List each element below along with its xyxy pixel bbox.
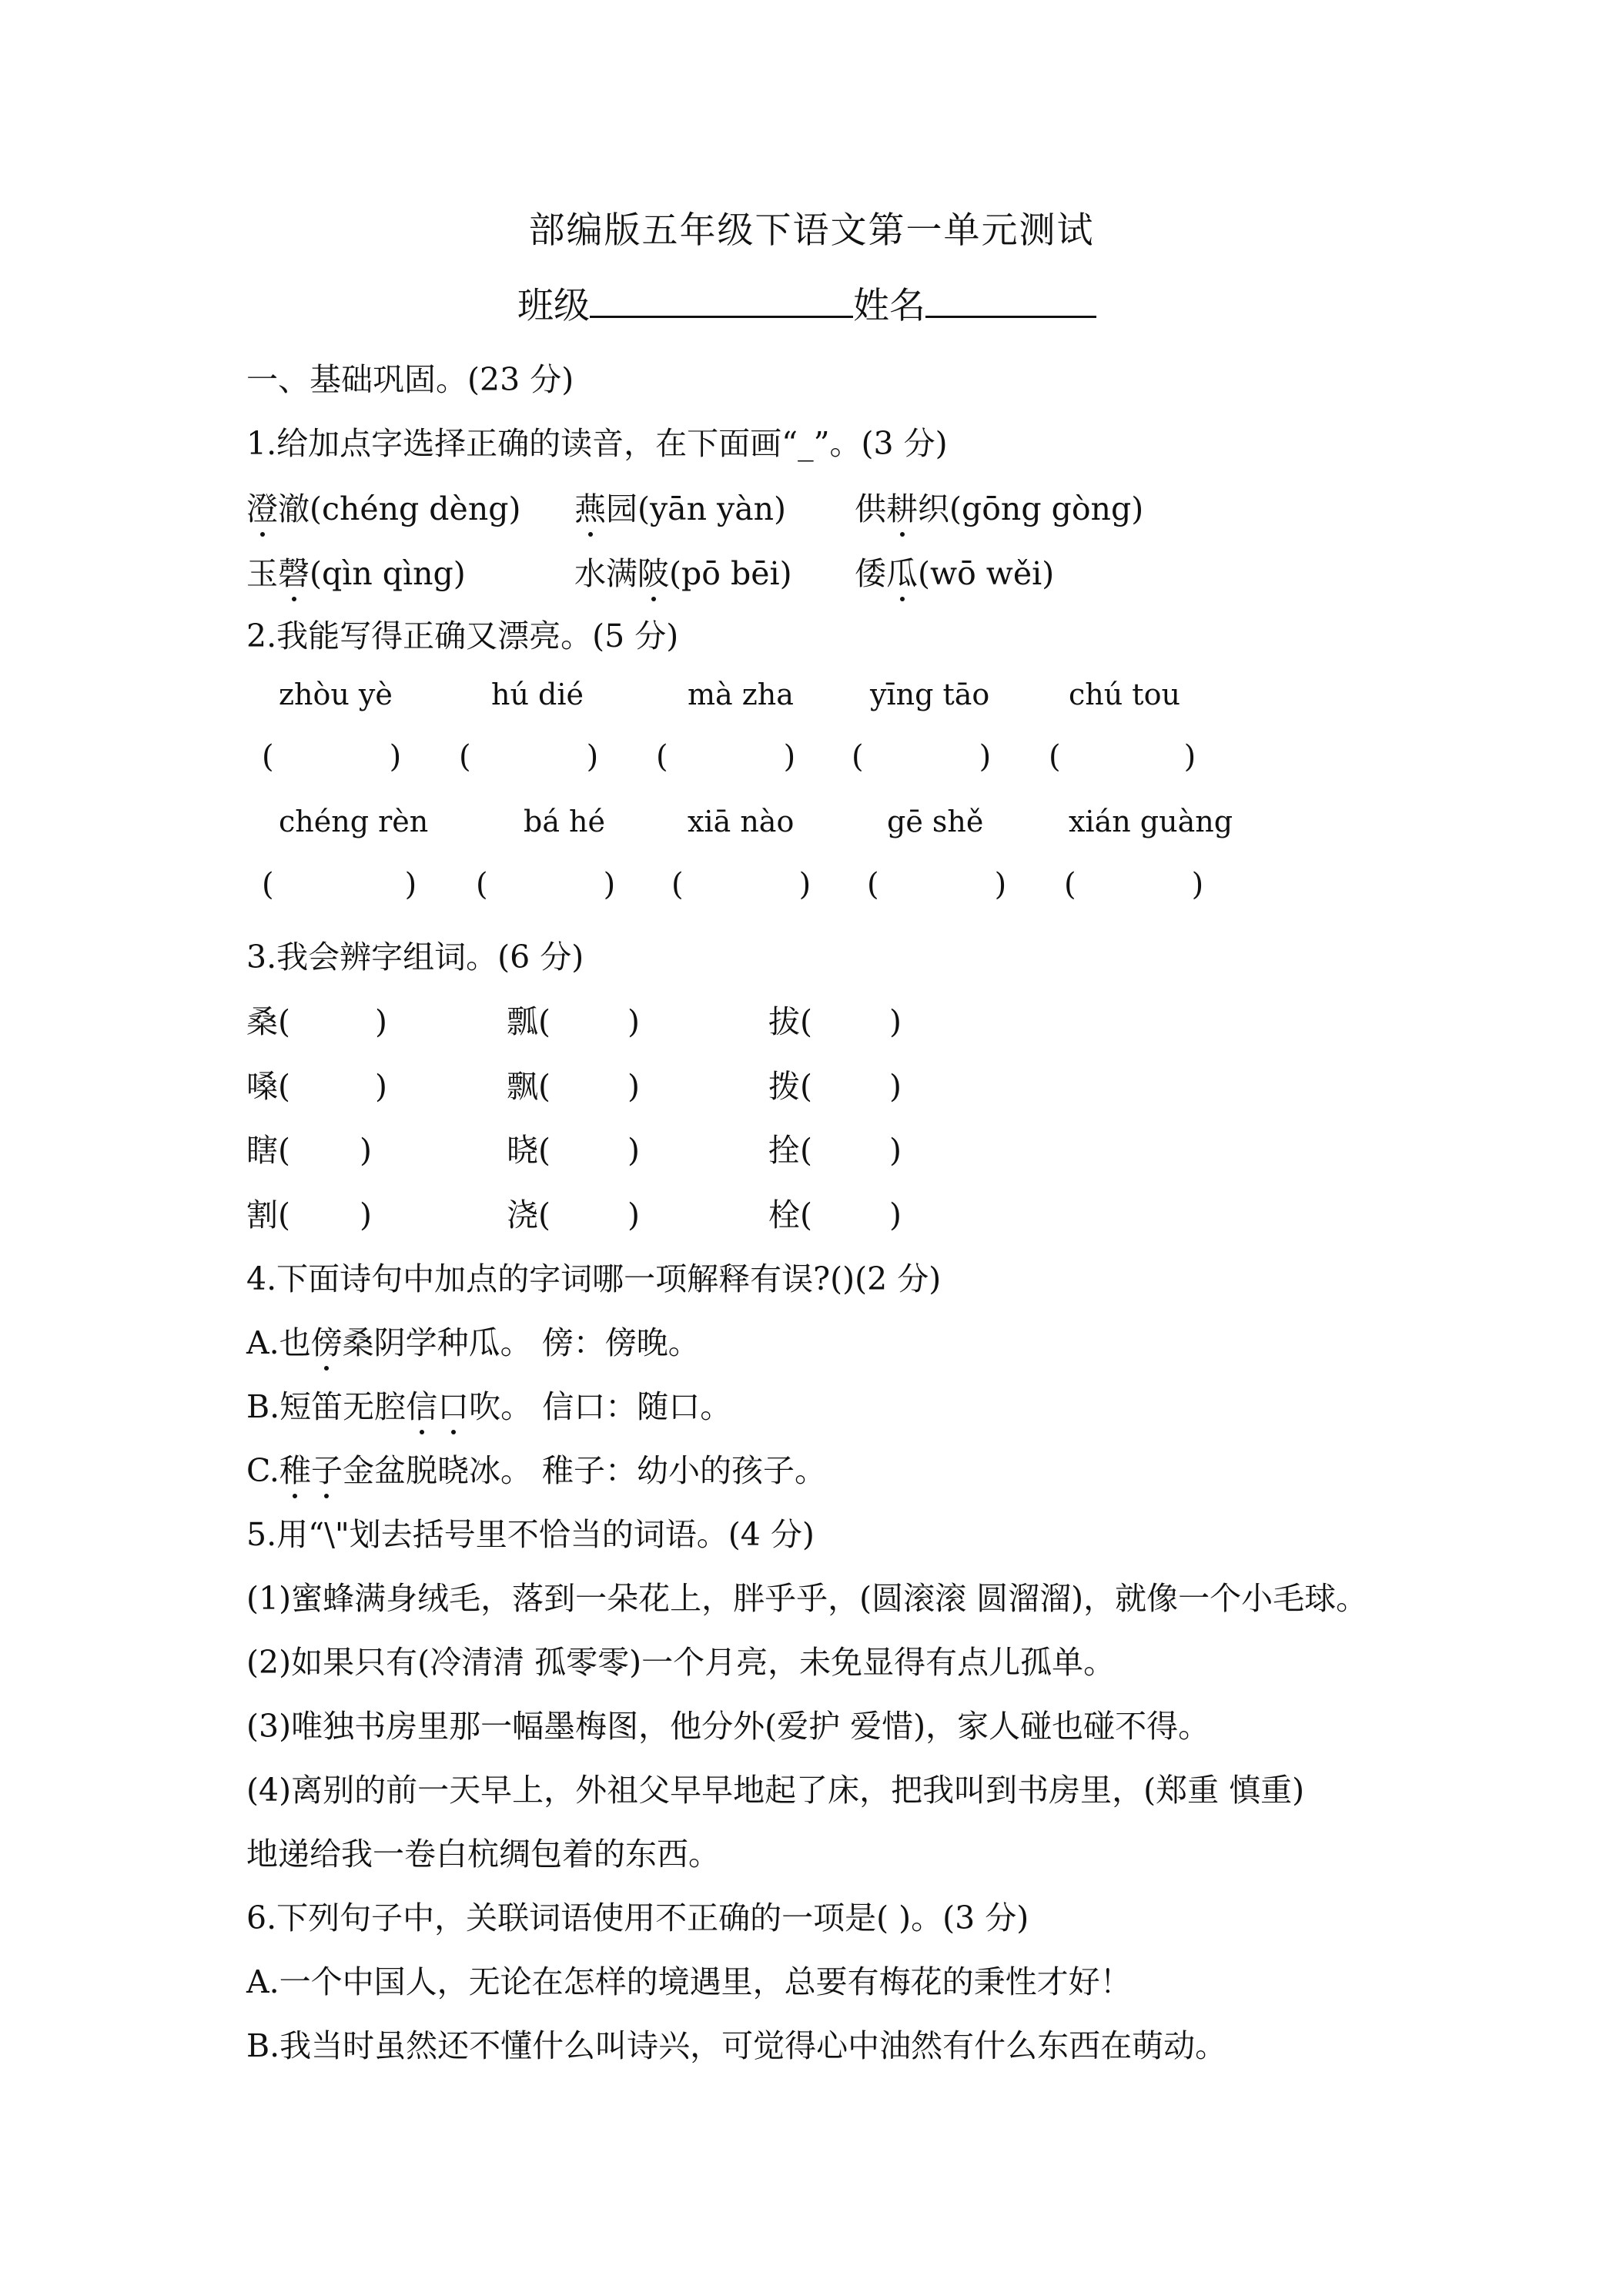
pinyin-item: bá hé: [524, 805, 606, 838]
paren-close: ): [404, 867, 417, 902]
paren-close: ): [360, 1197, 372, 1233]
q4-option-a: [246, 1317, 700, 1363]
q1-item-text: 园(yān yàn): [606, 490, 787, 527]
word-char: 嗓: [246, 1068, 278, 1105]
q1-item-6: [855, 548, 1054, 594]
paren-close: ): [889, 1132, 902, 1169]
dotted-char: 稚: [279, 1445, 311, 1491]
word-char: 拨: [768, 1068, 800, 1105]
pinyin-item: gē shě: [887, 805, 984, 838]
paren-close: ): [889, 1003, 902, 1040]
word-char: 飘: [507, 1068, 538, 1105]
paren-close: ): [627, 1197, 640, 1233]
pinyin-item: chú tou: [1069, 678, 1180, 711]
paren-close: ): [360, 1132, 372, 1169]
q1-item-pre: 供: [855, 490, 886, 527]
option-text: 吹。 信口：随口。: [469, 1388, 732, 1425]
answer-blank[interactable]: [1064, 867, 1203, 902]
paren-open: (: [538, 1003, 550, 1040]
pinyin-item: xiā nào: [688, 805, 795, 838]
paren-open: (: [538, 1132, 550, 1169]
word-group-item[interactable]: [246, 1061, 387, 1106]
word-char: 拔: [768, 1003, 800, 1040]
word-char: 栓: [768, 1197, 800, 1233]
q1-item-2: [574, 484, 786, 529]
paren-open: (: [867, 867, 879, 902]
word-group-item[interactable]: [507, 1061, 640, 1106]
q5-sentence-4-cont: 地递给我一卷白杭绸包着的东西。: [246, 1836, 720, 1873]
question-2-prompt: 2.我能写得正确又漂亮。(5 分): [246, 618, 679, 654]
q5-sentence-2: (2)如果只有(冷清清 孤零零)一个月亮，未免显得有点儿孤单。: [246, 1644, 1116, 1681]
word-group-item[interactable]: [246, 1125, 372, 1170]
paren-open: (: [852, 739, 864, 775]
paren-close: ): [798, 867, 812, 902]
paren-open: (: [800, 1068, 812, 1105]
q5-sentence-3: (3)唯独书房里那一幅墨梅图，他分外(爱护 爱惜)，家人碰也碰不得。: [246, 1708, 1210, 1745]
dotted-char: 耕: [886, 484, 918, 529]
answer-blank[interactable]: [1049, 739, 1196, 775]
question-1-prompt: 1.给加点字选择正确的读音，在下面画“_”。(3 分): [246, 425, 948, 462]
q1-item-4: [246, 548, 466, 594]
answer-blank[interactable]: [262, 739, 401, 775]
question-4-prompt: 4.下面诗句中加点的字词哪一项解释有误?()(2 分): [246, 1260, 942, 1297]
q1-item-pre: 玉: [246, 555, 278, 592]
paren-open: (: [1064, 867, 1076, 902]
q1-item-text: 澈(chéng dèng): [278, 490, 521, 527]
option-text: 金盆脱晓冰。 稚子：幼小的孩子。: [342, 1452, 826, 1489]
paren-open: (: [278, 1132, 290, 1169]
paren-open: (: [800, 1003, 812, 1040]
option-text: A.也: [246, 1324, 311, 1361]
paren-open: (: [262, 867, 274, 902]
q4-option-c: [246, 1445, 826, 1491]
word-char: 拴: [768, 1132, 800, 1169]
dotted-char: 澄: [246, 484, 278, 529]
paren-open: (: [800, 1132, 812, 1169]
word-group-item[interactable]: [768, 996, 902, 1042]
q6-option-b: B.我当时虽然还不懂什么叫诗兴，可觉得心中油然有什么东西在萌动。: [246, 2027, 1227, 2064]
pinyin-item: chéng rèn: [279, 805, 429, 838]
q1-item-1: [246, 484, 520, 529]
q5-sentence-1: (1)蜜蜂满身绒毛，落到一朵花上，胖乎乎，(圆滚滚 圆溜溜)，就像一个小毛球。: [246, 1580, 1368, 1617]
paren-close: ): [586, 739, 599, 775]
paren-open: (: [538, 1068, 550, 1105]
paren-close: ): [389, 739, 402, 775]
paren-open: (: [476, 867, 488, 902]
paren-open: (: [800, 1197, 812, 1233]
paren-close: ): [1191, 867, 1204, 902]
word-char: 瞎: [246, 1132, 278, 1169]
answer-blank[interactable]: [656, 739, 795, 775]
word-group-item[interactable]: [768, 1061, 902, 1106]
paren-close: ): [603, 867, 616, 902]
paren-open: (: [671, 867, 684, 902]
question-3-prompt: 3.我会辨字组词。(6 分): [246, 939, 584, 976]
word-group-item[interactable]: [507, 1125, 640, 1170]
paren-close: ): [1183, 739, 1196, 775]
q6-option-a: A.一个中国人，无论在怎样的境遇里，总要有梅花的秉性才好！: [246, 1963, 1132, 2000]
paren-open: (: [278, 1197, 290, 1233]
page-title: 部编版五年级下语文第一单元测试: [528, 209, 1095, 252]
paren-close: ): [889, 1197, 902, 1233]
pinyin-item: mà zha: [688, 678, 794, 711]
word-group-item[interactable]: [246, 996, 387, 1042]
paren-open: (: [459, 739, 471, 775]
q1-item-text: (qìn qìng): [310, 555, 466, 592]
word-group-item[interactable]: [507, 1190, 640, 1235]
q1-item-text: (wō wěi): [918, 555, 1055, 592]
word-char: 割: [246, 1197, 278, 1233]
paren-open: (: [262, 739, 274, 775]
paren-close: ): [994, 867, 1007, 902]
answer-blank[interactable]: [262, 867, 417, 902]
paren-close: ): [627, 1003, 640, 1040]
word-char: 晓: [507, 1132, 538, 1169]
class-name-line: [517, 277, 1096, 329]
q1-item-3: [855, 484, 1143, 529]
answer-blank[interactable]: [867, 867, 1006, 902]
option-text: 桑阴学种瓜。 傍：傍晚。: [342, 1324, 700, 1361]
word-group-item[interactable]: [768, 1125, 902, 1170]
word-char: 浇: [507, 1197, 538, 1233]
paren-close: ): [375, 1003, 387, 1040]
pinyin-item: zhòu yè: [279, 678, 393, 711]
word-group-item[interactable]: [768, 1190, 902, 1235]
q1-item-text: 织(gōng gòng): [918, 490, 1144, 527]
q1-item-text: (pō bēi): [669, 555, 792, 592]
name-label: 姓名: [853, 285, 925, 327]
q1-item-pre: 水满: [574, 555, 637, 592]
answer-blank[interactable]: [671, 867, 811, 902]
dotted-char: 子: [311, 1445, 343, 1491]
q1-item-5: [574, 548, 792, 594]
paren-close: ): [783, 739, 796, 775]
word-char: 瓢: [507, 1003, 538, 1040]
dotted-char: 瓜: [886, 548, 918, 594]
question-6-prompt: 6.下列句子中，关联词语使用不正确的一项是( )。(3 分): [246, 1899, 1029, 1936]
dotted-char: 信: [406, 1381, 437, 1427]
answer-blank[interactable]: [459, 739, 598, 775]
q1-item-pre: 倭: [855, 555, 886, 592]
section-heading: 一、基础巩固。(23 分): [246, 361, 574, 398]
name-blank[interactable]: [925, 286, 1096, 318]
paren-open: (: [278, 1068, 290, 1105]
dotted-char: 陂: [637, 548, 669, 594]
paren-close: ): [627, 1068, 640, 1105]
q4-option-b: [246, 1381, 731, 1427]
q5-sentence-4: (4)离别的前一天早上，外祖父早早地起了床，把我叫到书房里，(郑重 慎重): [246, 1772, 1305, 1809]
pinyin-item: yīng tāo: [870, 678, 990, 711]
paren-close: ): [375, 1068, 387, 1105]
dotted-char: 口: [437, 1381, 469, 1427]
paren-close: ): [627, 1132, 640, 1169]
answer-blank[interactable]: [476, 867, 615, 902]
option-text: B.短笛无腔: [246, 1388, 407, 1425]
class-blank[interactable]: [590, 286, 853, 318]
paren-close: ): [979, 739, 992, 775]
class-label: 班级: [517, 285, 590, 327]
option-text: C.: [246, 1452, 279, 1489]
word-char: 桑: [246, 1003, 278, 1040]
answer-blank[interactable]: [852, 739, 991, 775]
paren-open: (: [656, 739, 668, 775]
word-group-item[interactable]: [246, 1190, 372, 1235]
paren-close: ): [889, 1068, 902, 1105]
pinyin-item: xián guàng: [1069, 805, 1233, 838]
dotted-char: 傍: [311, 1317, 343, 1363]
word-group-item[interactable]: [507, 996, 640, 1042]
paren-open: (: [278, 1003, 290, 1040]
pinyin-item: hú dié: [491, 678, 584, 711]
question-5-prompt: 5.用“\"划去括号里不恰当的词语。(4 分): [246, 1516, 815, 1553]
paren-open: (: [538, 1197, 550, 1233]
dotted-char: 磬: [278, 548, 310, 594]
paren-open: (: [1049, 739, 1061, 775]
dotted-char: 燕: [574, 484, 606, 529]
